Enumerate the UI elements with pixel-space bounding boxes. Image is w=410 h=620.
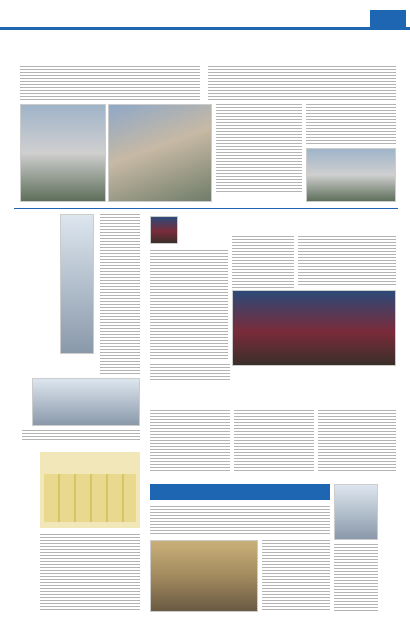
story3-text-tail	[22, 430, 140, 442]
story6-text-col-2	[262, 540, 330, 612]
photo-seized-items	[32, 378, 140, 426]
story2-text-col-3	[298, 236, 396, 286]
masthead-bar	[0, 0, 410, 30]
story2-text-col-1	[150, 250, 228, 360]
story7-text	[334, 544, 378, 612]
page-number	[370, 10, 406, 28]
section-divider	[14, 208, 398, 209]
lead-story-text-col-2	[208, 66, 396, 100]
photo-dinner-group	[232, 290, 396, 366]
scam-warning-poster	[40, 452, 140, 528]
photo-booth	[306, 148, 396, 202]
poster-graphic	[44, 474, 136, 522]
lead-story-text-col-1	[20, 66, 200, 100]
lead-story-text-col-4	[306, 104, 396, 144]
photo-training-hall	[150, 540, 258, 612]
photo-street-scene	[20, 104, 106, 202]
lead-story-text-col-3	[216, 104, 302, 194]
story5-text	[40, 534, 140, 612]
photo-consultation-crowd	[108, 104, 212, 202]
story6-text	[150, 506, 330, 536]
story4-text-col-3	[318, 410, 396, 472]
story2-text-tail	[150, 364, 230, 380]
map-traffic-diversion	[334, 484, 378, 540]
photo-luggage-check	[60, 214, 94, 354]
story4-text-col-2	[234, 410, 314, 472]
story6-title	[150, 484, 330, 500]
story3-text	[100, 214, 140, 374]
story4-text-col-1	[150, 410, 230, 472]
photo-speaker	[150, 216, 178, 244]
